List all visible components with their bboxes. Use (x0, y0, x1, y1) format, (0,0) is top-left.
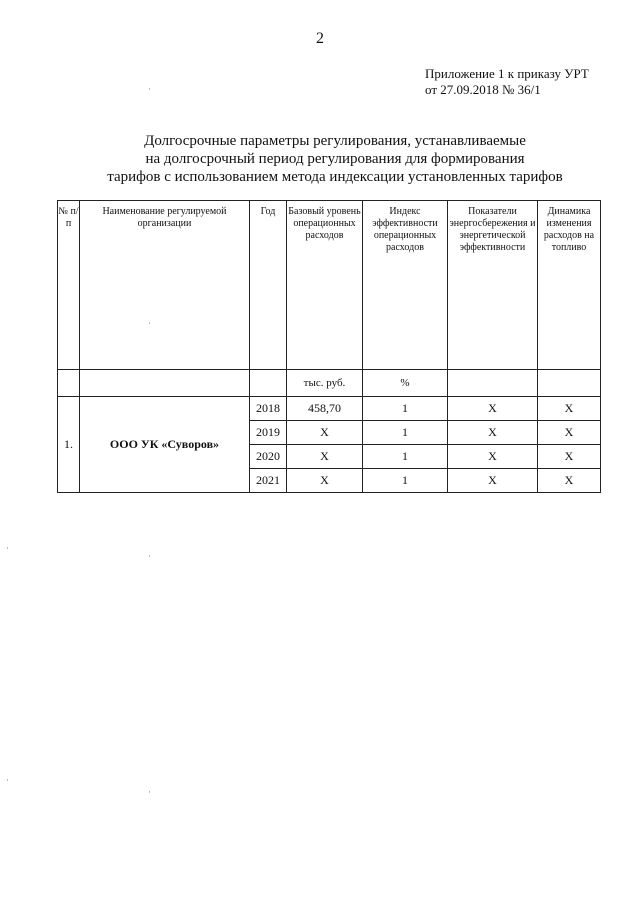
parameters-table (57, 200, 601, 493)
table-row (58, 397, 601, 421)
title-line-3: тарифов с использованием метода индексации установленных тарифов (107, 169, 563, 185)
units-efficiency-index: % (363, 370, 448, 397)
cell-base-level: 458,70 (287, 397, 363, 421)
title-line-1: Долгосрочные параметры регулирования, устанавливаемые (144, 133, 526, 149)
cell-energy-saving: X (448, 397, 538, 421)
organization-name: ООО УК «Суворов» (80, 397, 250, 493)
scan-speck: · (148, 551, 151, 561)
row-number: 1. (58, 397, 80, 493)
header-base-level: Базовый уровень операционных расходов (287, 201, 363, 370)
table-header-row (58, 201, 601, 370)
cell-fuel-dynamics: X (538, 421, 601, 445)
cell-year: 2018 (250, 397, 287, 421)
scan-speck: · (6, 543, 9, 553)
appendix-line-2: от 27.09.2018 № 36/1 (425, 82, 541, 97)
cell-base-level: X (287, 445, 363, 469)
units-row (58, 370, 601, 397)
page-number: 2 (316, 30, 324, 47)
units-empty-cell (448, 370, 538, 397)
cell-base-level: X (287, 469, 363, 493)
units-empty-cell (58, 370, 80, 397)
scan-speck: · (148, 787, 151, 797)
cell-energy-saving: X (448, 469, 538, 493)
cell-fuel-dynamics: X (538, 397, 601, 421)
cell-efficiency-index: 1 (363, 469, 448, 493)
cell-base-level: X (287, 421, 363, 445)
cell-year: 2019 (250, 421, 287, 445)
header-year: Год (250, 201, 287, 370)
header-number: № п/п (58, 201, 80, 370)
scan-speck: · (148, 84, 151, 94)
title-line-2: на долгосрочный период регулирования для формирования (145, 151, 525, 167)
cell-year: 2021 (250, 469, 287, 493)
header-organization: Наименование регулируемой организации (80, 201, 250, 370)
cell-energy-saving: X (448, 445, 538, 469)
appendix-line-1: Приложение 1 к приказу УРТ (425, 66, 589, 81)
cell-efficiency-index: 1 (363, 445, 448, 469)
appendix-reference (425, 66, 589, 98)
cell-efficiency-index: 1 (363, 421, 448, 445)
scan-speck: · (148, 318, 151, 328)
header-fuel-dynamics: Динамика изменения расходов на топливо (538, 201, 601, 370)
cell-fuel-dynamics: X (538, 445, 601, 469)
units-empty-cell (80, 370, 250, 397)
header-efficiency-index: Индекс эффективности операционных расходов (363, 201, 448, 370)
cell-energy-saving: X (448, 421, 538, 445)
cell-fuel-dynamics: X (538, 469, 601, 493)
units-empty-cell (538, 370, 601, 397)
header-energy-saving: Показатели энергосбережения и энергетической эффективности (448, 201, 538, 370)
cell-year: 2020 (250, 445, 287, 469)
units-empty-cell (250, 370, 287, 397)
scan-speck: · (6, 775, 9, 785)
units-base-level: тыс. руб. (287, 370, 363, 397)
cell-efficiency-index: 1 (363, 397, 448, 421)
document-title (80, 132, 590, 186)
